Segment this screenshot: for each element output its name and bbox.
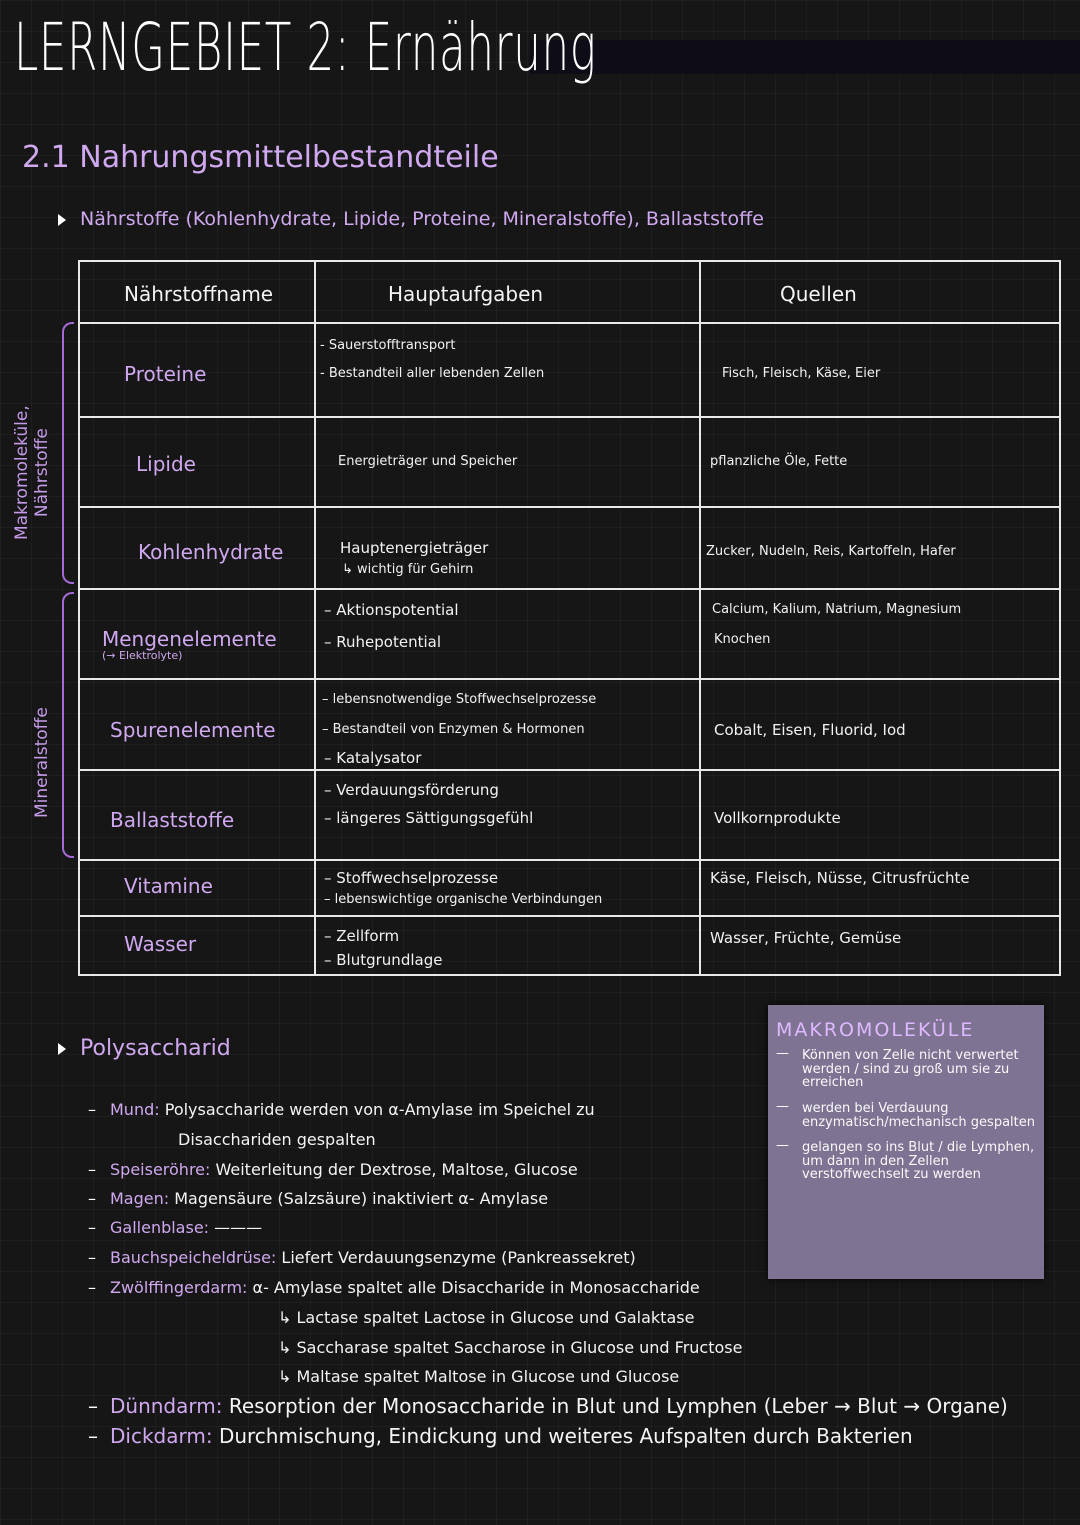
note-item: — gelangen so ins Blut / die Lymphen, um dann in den Zellen verstoffwechselt zu werden (776, 1141, 1036, 1182)
digest-item-dickdarm: – Dickdarm: Durchmischung, Eindickung und weiteres Aufspalten durch Bakterien (88, 1424, 913, 1448)
header-naehrstoffname: Nährstoffname (124, 282, 274, 306)
digest-text: α- Amylase spaltet alle Disaccharide in Monosaccharide (252, 1278, 700, 1297)
polysaccharid-heading (58, 1036, 231, 1061)
task-line: – Zellform (324, 927, 400, 945)
enzyme-sub-item: ↳ Saccharase spaltet Saccharose in Glucose und Fructose (278, 1338, 743, 1357)
task-line: ↳ wichtig für Gehirn (342, 562, 474, 577)
source-line: Vollkornprodukte (714, 809, 841, 827)
col-divider-1 (314, 262, 316, 974)
digest-item-bauchspeicheldruese: – Bauchspeicheldrüse: Liefert Verdauungsenzyme (Pankreassekret) (88, 1248, 636, 1267)
task-line: - Sauerstofftransport (320, 338, 456, 353)
row-name-vitamine: Vitamine (124, 874, 213, 898)
digest-text: ——— (214, 1218, 263, 1237)
header-quellen: Quellen (780, 282, 857, 306)
title-highlight-band (530, 40, 1080, 74)
naehrstoff-table (78, 260, 1061, 976)
task-line: – Verdauungsförderung (324, 781, 499, 799)
header-hauptaufgaben: Hauptaufgaben (388, 282, 544, 306)
mengenelemente-sublabel: (→ Elektrolyte) (102, 649, 183, 662)
task-line: – lebenswichtige organische Verbindungen (324, 892, 603, 907)
mengenelemente-label: Mengenelemente (102, 627, 277, 651)
row-divider (80, 506, 1059, 508)
note-title: MAKROMOLEKÜLE (776, 1019, 975, 1041)
page-title: LERNGEBIET 2: Ernährung (14, 9, 597, 86)
bullet-triangle-icon (58, 214, 66, 226)
note-item: — Können von Zelle nicht verwertet werden / sind zu groß um sie zu erreichen (776, 1049, 1036, 1090)
digest-item-mund: – Mund: Polysaccharide werden von α-Amylase im Speichel zu (88, 1100, 595, 1119)
side-label-makromolekuele (12, 405, 53, 540)
side-label-line2: Nährstoffe (32, 428, 53, 518)
intro-bullet (58, 208, 764, 230)
source-line: Fisch, Fleisch, Käse, Eier (722, 366, 881, 381)
row-name-kohlenhydrate: Kohlenhydrate (138, 540, 284, 564)
task-line: – Ruhepotential (324, 633, 441, 651)
polysaccharid-heading-text: Polysaccharid (80, 1036, 231, 1061)
row-divider (80, 769, 1059, 771)
row-name-ballaststoffe: Ballaststoffe (110, 808, 235, 832)
row-name-wasser: Wasser (124, 932, 197, 956)
digest-text: Magensäure (Salzsäure) inaktiviert α- Amylase (174, 1189, 549, 1208)
digest-item-speiseroehre: – Speiseröhre: Weiterleitung der Dextrose, Maltose, Glucose (88, 1160, 578, 1179)
row-divider (80, 915, 1059, 917)
source-line: Käse, Fleisch, Nüsse, Citrusfrüchte (710, 869, 970, 887)
source-line: Cobalt, Eisen, Fluorid, Iod (714, 721, 906, 739)
task-line: – Aktionspotential (324, 601, 459, 619)
enzyme-sub-item: ↳ Lactase spaltet Lactose in Glucose und Galaktase (278, 1308, 695, 1327)
digest-item-gallenblase: – Gallenblase: ——— (88, 1218, 263, 1237)
source-line: Zucker, Nudeln, Reis, Kartoffeln, Hafer (706, 544, 956, 559)
digest-label: Magen: (110, 1189, 170, 1208)
digest-text: Resorption der Monosaccharide in Blut und Lymphen (Leber → Blut → Organe) (228, 1394, 1008, 1418)
digest-item-mund-cont: Disacchariden gespalten (178, 1130, 376, 1149)
source-line: Wasser, Früchte, Gemüse (710, 929, 902, 947)
task-line: – längeres Sättigungsgefühl (324, 809, 534, 827)
digest-text: Weiterleitung der Dextrose, Maltose, Glucose (215, 1160, 578, 1179)
row-divider (80, 859, 1059, 861)
row-name-lipide: Lipide (136, 452, 196, 476)
digest-text: Polysaccharide werden von α-Amylase im Speichel zu (164, 1100, 595, 1119)
note-item: — werden bei Verdauung enzymatisch/mechanisch gespalten (776, 1102, 1036, 1129)
digest-label: Zwölffingerdarm: (110, 1278, 248, 1297)
digest-label: Gallenblase: (110, 1218, 210, 1237)
digest-label: Mund: (110, 1100, 160, 1119)
row-divider (80, 416, 1059, 418)
row-name-mengenelemente (102, 628, 277, 661)
digest-label: Speiseröhre: (110, 1160, 211, 1179)
task-line: – Stoffwechselprozesse (324, 869, 499, 887)
digest-item-duenndarm: – Dünndarm: Resorption der Monosaccharide in Blut und Lymphen (Leber → Blut → Organe) (88, 1394, 1008, 1418)
enzyme-sub-item: ↳ Maltase spaltet Maltose in Glucose und Glucose (278, 1367, 680, 1386)
digest-text: Liefert Verdauungsenzyme (Pankreassekret) (281, 1248, 636, 1267)
source-line: Calcium, Kalium, Natrium, Magnesium (712, 602, 962, 617)
task-line: - Bestandteil aller lebenden Zellen (320, 366, 545, 381)
bullet-triangle-icon (58, 1043, 66, 1055)
row-name-proteine: Proteine (124, 362, 207, 386)
makromolekuele-note (768, 1005, 1044, 1279)
digest-label: Bauchspeicheldrüse: (110, 1248, 277, 1267)
row-divider (80, 588, 1059, 590)
task-line: – Blutgrundlage (324, 951, 443, 969)
intro-bullet-text: Nährstoffe (Kohlenhydrate, Lipide, Proteine, Mineralstoffe), Ballaststoffe (80, 208, 764, 230)
col-divider-2 (699, 262, 701, 974)
task-line: – Bestandteil von Enzymen & Hormonen (322, 722, 585, 737)
digest-text: Durchmischung, Eindickung und weiteres Aufspalten durch Bakterien (218, 1424, 913, 1448)
section-title: 2.1 Nahrungsmittelbestandteile (22, 140, 499, 175)
row-name-spurenelemente: Spurenelemente (110, 718, 276, 742)
digest-label: Dünndarm: (110, 1394, 223, 1418)
row-divider (80, 322, 1059, 324)
side-label-line1: Makromoleküle, (12, 405, 32, 540)
source-line: Knochen (714, 632, 771, 647)
task-line: – lebensnotwendige Stoffwechselprozesse (322, 692, 597, 707)
bracket-mineralstoffe (62, 592, 74, 858)
digest-label: Dickdarm: (110, 1424, 213, 1448)
digest-item-zwoelffingerdarm: – Zwölffingerdarm: α- Amylase spaltet alle Disaccharide in Monosaccharide (88, 1278, 700, 1297)
task-line: Hauptenergieträger (340, 539, 489, 557)
source-line: pflanzliche Öle, Fette (710, 454, 848, 469)
side-label-mineralstoffe: Mineralstoffe (32, 707, 52, 818)
digest-item-magen: – Magen: Magensäure (Salzsäure) inaktiviert α- Amylase (88, 1189, 549, 1208)
task-line: Energieträger und Speicher (338, 454, 518, 469)
row-divider (80, 678, 1059, 680)
bracket-makromolekuele (62, 322, 74, 584)
task-line: – Katalysator (324, 749, 422, 767)
